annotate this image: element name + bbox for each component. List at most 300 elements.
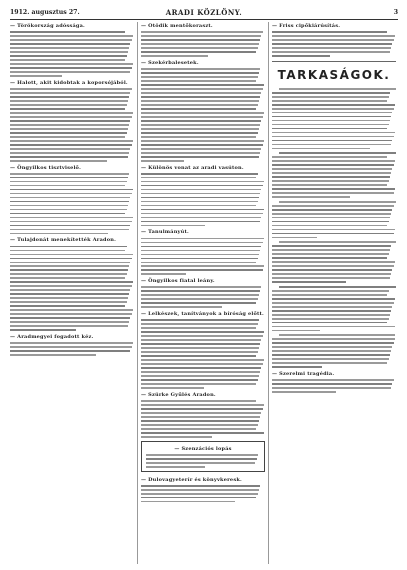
text-line <box>10 193 132 195</box>
text-line <box>10 346 132 348</box>
text-line <box>141 221 260 223</box>
text-line <box>272 237 317 239</box>
text-line <box>10 309 133 311</box>
text-line <box>141 367 261 369</box>
text-line <box>272 100 387 102</box>
text-line <box>272 257 387 259</box>
text-line <box>10 35 133 37</box>
column-divider <box>268 22 269 564</box>
text-line <box>141 217 261 219</box>
text-line <box>279 201 396 203</box>
text-line <box>141 35 261 37</box>
text-line <box>10 104 127 106</box>
article <box>141 311 265 389</box>
text-line <box>10 281 133 283</box>
text-line <box>141 302 256 304</box>
text-line <box>272 306 392 308</box>
article-headline: — Aradmegyei fogadott kéz. <box>10 333 94 340</box>
text-line <box>141 181 264 183</box>
text-line <box>272 132 395 134</box>
text-line <box>10 233 108 235</box>
text-line <box>272 281 346 283</box>
text-line <box>141 51 256 53</box>
text-line <box>272 164 394 166</box>
column-divider <box>137 22 138 564</box>
text-line <box>272 144 391 146</box>
text-line <box>141 420 259 422</box>
text-line <box>272 249 390 251</box>
text-line <box>10 148 130 150</box>
text-line <box>272 213 391 215</box>
text-line <box>10 43 130 45</box>
text-line <box>10 144 132 146</box>
text-line <box>141 160 184 162</box>
text-line <box>141 189 261 191</box>
text-line <box>141 156 259 158</box>
column-3 <box>272 23 396 563</box>
article <box>141 477 265 503</box>
text-line <box>272 277 390 279</box>
text-line <box>141 343 260 345</box>
text-line <box>272 302 394 304</box>
text-line <box>10 258 132 260</box>
text-line <box>272 180 389 182</box>
text-line <box>272 221 389 223</box>
text-line <box>141 225 205 227</box>
text-line <box>272 124 389 126</box>
article <box>272 152 396 198</box>
text-line <box>10 181 127 183</box>
text-line <box>141 371 260 373</box>
text-line <box>10 262 130 264</box>
text-line <box>272 192 394 194</box>
text-line <box>141 327 256 329</box>
text-line <box>141 201 258 203</box>
column-2 <box>141 23 265 563</box>
text-line <box>10 217 133 219</box>
text-line <box>10 285 132 287</box>
text-line <box>141 128 259 130</box>
text-line <box>10 63 133 65</box>
text-line <box>141 335 263 337</box>
column-1 <box>10 23 134 563</box>
text-line <box>141 387 204 389</box>
text-line <box>141 351 258 353</box>
article-headline: — Tanulmányút. <box>141 229 189 236</box>
text-line <box>272 168 392 170</box>
article <box>141 278 265 308</box>
text-line <box>272 366 322 368</box>
section-rule <box>272 61 396 62</box>
text-line <box>272 43 392 45</box>
article-headline: — Szürke Gyűlés Aradon. <box>141 391 216 398</box>
text-line <box>10 205 128 207</box>
article <box>10 23 134 77</box>
text-line <box>141 501 235 503</box>
article <box>272 201 396 239</box>
text-line <box>10 132 127 134</box>
text-line <box>272 253 389 255</box>
text-line <box>10 293 129 295</box>
text-line <box>141 265 264 267</box>
text-line <box>272 338 395 340</box>
text-line <box>10 354 96 356</box>
text-line <box>10 140 133 142</box>
text-line <box>272 265 394 267</box>
text-line <box>10 209 127 211</box>
text-line <box>10 265 129 267</box>
article <box>141 165 265 227</box>
text-line <box>141 104 258 106</box>
text-line <box>272 290 389 292</box>
article-headline: — Különös vonat az aradi vasúton. <box>141 164 244 171</box>
text-line <box>272 55 330 57</box>
article <box>141 392 265 438</box>
text-line <box>272 233 394 235</box>
text-line <box>272 51 390 53</box>
text-line <box>272 156 387 158</box>
text-line <box>141 375 259 377</box>
text-line <box>141 209 264 211</box>
article <box>272 334 396 368</box>
section-heading: TARKASÁGOK. <box>277 67 391 82</box>
text-line <box>10 47 129 49</box>
text-line <box>10 31 125 33</box>
text-line <box>10 329 76 331</box>
text-line <box>272 326 395 328</box>
text-line <box>10 55 127 57</box>
text-line <box>272 322 387 324</box>
text-line <box>141 213 263 215</box>
text-line <box>146 462 255 464</box>
text-line <box>272 120 390 122</box>
text-line <box>272 383 392 385</box>
text-line <box>272 318 389 320</box>
text-line <box>141 273 186 275</box>
text-line <box>141 424 258 426</box>
text-line <box>141 290 260 292</box>
text-line <box>10 128 128 130</box>
text-line <box>141 436 212 438</box>
text-line <box>272 298 395 300</box>
text-line <box>272 148 370 150</box>
article-headline: — Szekérbalesetek. <box>141 59 199 66</box>
text-line <box>272 273 391 275</box>
text-line <box>10 229 129 231</box>
text-line <box>141 412 261 414</box>
text-line <box>272 196 350 198</box>
text-line <box>141 185 263 187</box>
text-line <box>10 201 129 203</box>
text-line <box>10 124 129 126</box>
text-line <box>272 104 395 106</box>
text-line <box>141 116 263 118</box>
text-line <box>10 297 128 299</box>
text-line <box>141 100 259 102</box>
text-line <box>141 39 260 41</box>
text-line <box>272 184 387 186</box>
text-line <box>141 400 256 402</box>
text-line <box>272 350 391 352</box>
text-line <box>10 51 128 53</box>
text-line <box>10 269 128 271</box>
text-line <box>141 76 258 78</box>
text-line <box>10 39 132 41</box>
text-line <box>141 250 260 252</box>
text-line <box>146 458 257 460</box>
article <box>141 23 265 57</box>
text-line <box>141 47 258 49</box>
text-line <box>272 314 390 316</box>
text-line <box>141 489 259 491</box>
text-line <box>10 92 130 94</box>
text-line <box>10 100 128 102</box>
text-line <box>10 75 62 77</box>
text-line <box>141 246 261 248</box>
text-line <box>10 213 125 215</box>
text-line <box>272 116 391 118</box>
text-line <box>141 319 259 321</box>
text-line <box>141 331 264 333</box>
text-line <box>141 286 261 288</box>
article-headline: — Dulovagyeterír és könyvkeresk. <box>141 476 242 483</box>
text-line <box>272 47 391 49</box>
text-line <box>272 362 387 364</box>
text-line <box>10 173 129 175</box>
text-line <box>279 241 396 243</box>
text-line <box>141 416 260 418</box>
text-line <box>272 188 395 190</box>
text-line <box>141 140 264 142</box>
text-line <box>141 132 258 134</box>
text-line <box>272 112 392 114</box>
text-line <box>141 72 259 74</box>
text-line <box>10 273 127 275</box>
text-line <box>10 225 130 227</box>
text-line <box>141 269 263 271</box>
text-line <box>141 306 222 308</box>
text-line <box>10 185 125 187</box>
text-line <box>141 80 256 82</box>
text-line <box>272 391 336 393</box>
article-headline: — Szerelmi tragédia. <box>272 371 335 378</box>
text-line <box>272 217 390 219</box>
text-line <box>141 404 264 406</box>
text-line <box>10 254 133 256</box>
text-line <box>141 120 261 122</box>
text-line <box>272 160 395 162</box>
text-line <box>272 92 390 94</box>
text-line <box>272 96 389 98</box>
text-line <box>10 96 129 98</box>
text-line <box>141 173 258 175</box>
newspaper-title: ARADI KÖZLÖNY. <box>165 8 243 17</box>
text-line <box>141 347 259 349</box>
text-line <box>141 92 261 94</box>
text-line <box>272 128 387 130</box>
page-header <box>10 7 398 19</box>
text-line <box>141 428 256 430</box>
text-line <box>10 156 128 158</box>
article-headline: — Tulajdonát menekítették Aradon. <box>10 237 117 244</box>
text-line <box>272 176 390 178</box>
text-line <box>141 144 263 146</box>
text-line <box>141 493 258 495</box>
text-line <box>141 339 261 341</box>
text-line <box>10 317 130 319</box>
text-line <box>272 310 391 312</box>
text-line <box>10 120 130 122</box>
text-line <box>141 177 256 179</box>
article-headline: — Halott, akit kidobtak a koporsójából. <box>10 79 128 86</box>
text-line <box>141 379 258 381</box>
article <box>272 371 396 393</box>
article <box>272 286 396 332</box>
text-line <box>141 323 258 325</box>
text-line <box>272 39 394 41</box>
text-line <box>141 112 264 114</box>
text-line <box>10 108 125 110</box>
text-line <box>141 497 256 499</box>
text-line <box>279 88 396 90</box>
article <box>141 441 265 472</box>
text-line <box>279 286 396 288</box>
text-line <box>141 197 259 199</box>
text-line <box>146 466 205 468</box>
article <box>141 229 265 275</box>
text-line <box>141 55 208 57</box>
text-line <box>272 31 387 33</box>
text-line <box>10 350 130 352</box>
text-line <box>10 342 133 344</box>
text-line <box>272 229 395 231</box>
text-line <box>141 355 256 357</box>
text-line <box>141 108 256 110</box>
article-headline: — Lelkészek, tanítványok a bíróság előtt. <box>141 311 264 318</box>
text-line <box>10 221 132 223</box>
text-line <box>272 330 320 332</box>
text-line <box>10 325 128 327</box>
page-number: 3 <box>393 9 398 16</box>
text-line <box>279 334 394 336</box>
article-headline: — Öngyilkos fiatal leány. <box>141 278 215 285</box>
text-line <box>10 160 107 162</box>
text-line <box>10 246 127 248</box>
text-line <box>272 346 392 348</box>
article <box>141 60 265 162</box>
text-line <box>141 84 264 86</box>
text-line <box>10 277 125 279</box>
text-line <box>141 31 263 33</box>
article <box>10 334 134 356</box>
text-line <box>141 294 259 296</box>
text-line <box>10 59 125 61</box>
article-headline: — Friss cipőkiárúsítás. <box>272 23 341 29</box>
text-line <box>272 140 392 142</box>
text-line <box>10 116 132 118</box>
text-line <box>272 108 394 110</box>
text-line <box>10 88 132 90</box>
text-line <box>272 387 391 389</box>
text-line <box>141 43 259 45</box>
text-line <box>272 269 392 271</box>
text-line <box>272 342 394 344</box>
text-line <box>272 172 391 174</box>
article-headline: — Öngyilkos tisztviselő. <box>10 164 82 171</box>
text-line <box>272 209 392 211</box>
text-line <box>141 193 260 195</box>
text-line <box>141 68 260 70</box>
text-line <box>272 225 387 227</box>
text-line <box>272 261 395 263</box>
text-line <box>272 136 394 138</box>
text-line <box>272 245 391 247</box>
text-line <box>146 454 258 456</box>
text-line <box>10 152 129 154</box>
text-line <box>141 148 261 150</box>
article <box>10 237 134 331</box>
text-line <box>10 301 127 303</box>
text-line <box>10 112 133 114</box>
article <box>272 241 396 283</box>
article <box>272 23 396 57</box>
text-line <box>10 71 130 73</box>
header-rule <box>10 19 398 20</box>
text-line <box>141 383 256 385</box>
issue-date: 1912. augusztus 27. <box>10 9 80 16</box>
text-line <box>141 88 263 90</box>
text-line <box>272 205 394 207</box>
text-line <box>272 358 389 360</box>
text-line <box>141 408 263 410</box>
text-line <box>10 197 130 199</box>
article <box>272 88 396 149</box>
text-line <box>272 35 395 37</box>
text-line <box>141 254 259 256</box>
text-line <box>10 313 132 315</box>
text-line <box>141 124 260 126</box>
article-headline: — Szenzációs lopás <box>174 445 232 452</box>
article <box>10 80 134 162</box>
text-line <box>141 363 263 365</box>
article <box>10 165 134 235</box>
text-line <box>272 354 390 356</box>
text-line <box>141 205 256 207</box>
text-line <box>141 485 260 487</box>
text-line <box>141 238 264 240</box>
text-line <box>141 258 258 260</box>
text-line <box>141 136 256 138</box>
text-line <box>279 152 396 154</box>
text-line <box>141 96 260 98</box>
text-line <box>141 298 258 300</box>
text-line <box>10 289 130 291</box>
text-line <box>10 177 128 179</box>
text-line <box>10 305 125 307</box>
article-headline: — Törökország adóssága. <box>10 23 85 29</box>
text-line <box>10 189 133 191</box>
text-line <box>141 432 264 434</box>
text-line <box>141 359 264 361</box>
article-headline: — Ötödik mentőkoraszt. <box>141 23 213 29</box>
text-line <box>141 262 256 264</box>
text-line <box>141 152 260 154</box>
text-line <box>272 379 394 381</box>
text-line <box>272 294 387 296</box>
text-line <box>10 321 129 323</box>
text-line <box>141 242 263 244</box>
text-line <box>10 250 125 252</box>
